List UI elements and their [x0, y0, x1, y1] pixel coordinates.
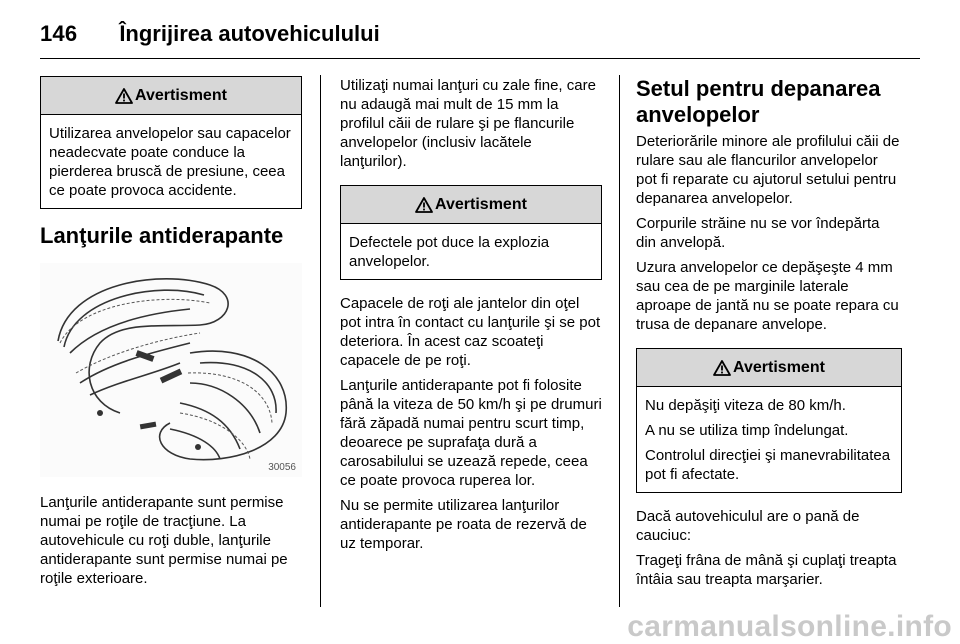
- column-divider-1: [320, 75, 321, 607]
- snow-chains-illustration: [40, 263, 302, 477]
- paragraph-chains-permitted: Lanţurile antiderapante sunt permise numai pe roţile de tracţiune. La autovehicule cu roţi duble, lanţurile antiderapante sunt permise numai pe roţile exterioare.: [40, 494, 288, 587]
- snow-chains-drawing: [40, 263, 302, 477]
- warning-line: A nu se utiliza timp îndelungat.: [645, 422, 849, 439]
- header-divider: [40, 58, 920, 59]
- section-title-snow-chains: Lanţurile antiderapante: [40, 223, 284, 248]
- column-2: [340, 60, 602, 559]
- warning-line: Controlul direcţiei şi manevrabilitatea pot fi afectate.: [645, 447, 891, 483]
- warning-triangle-icon: [713, 360, 731, 376]
- warning-text: Defectele pot duce la explozia anvelopelor.: [349, 234, 550, 270]
- chapter-title: Îngrijirea autovehiculului: [119, 21, 380, 46]
- paragraph-foreign-bodies: Corpurile străine nu se vor îndepărta din anvelopă.: [636, 215, 880, 251]
- warning-text: [637, 387, 901, 492]
- paragraph-fine-links: Utilizaţi numai lanţuri cu zale fine, care nu adaugă mai mult de 15 mm la profilul căii de rulare şi pe flancurile anvelopelor (inclusiv lacătele lanţurilor).: [340, 77, 596, 170]
- warning-header: [341, 186, 601, 224]
- warning-box-tires: [40, 76, 302, 209]
- paragraph-handbrake: Trageţi frâna de mână şi cuplaţi treapta întâia sau treapta marşarier.: [636, 552, 897, 588]
- figure-number: 30056: [268, 462, 296, 473]
- paragraph-flat-tire: Dacă autovehiculul are o pană de cauciuc:: [636, 508, 860, 544]
- warning-header: [41, 77, 301, 115]
- watermark: carmanualsonline.info: [627, 610, 952, 643]
- column-divider-2: [619, 75, 620, 607]
- column-3: [636, 60, 902, 595]
- warning-box-explosion: [340, 185, 602, 280]
- warning-header: [637, 349, 901, 387]
- warning-label: Avertisment: [733, 358, 825, 376]
- warning-label: Avertisment: [435, 195, 527, 213]
- paragraph-hubcaps: Capacele de roţi ale jantelor din oţel pot intra în contact cu lanţurile şi se pot deteriora. În acest caz scoateţi capacele de pe roţi.: [340, 295, 601, 369]
- paragraph-minor-damage: Deteriorările minore ale profilului căii de rulare sau ale flancurilor anvelopelor pot fi reparate cu ajutorul setului pentru depanarea anvelopelor.: [636, 133, 900, 207]
- paragraph-speed-limit: Lanţurile antiderapante pot fi folosite până la viteza de 50 km/h şi pe drumuri fără zăpadă numai pentru scurt timp, deoarece pe suprafaţa dură a carosabilului se uzează repede, ceea ce poate provoca ruperea lor.: [340, 377, 602, 489]
- warning-line: Nu depăşiţi viteza de 80 km/h.: [645, 397, 846, 414]
- page-header: [40, 16, 380, 52]
- warning-text: Utilizarea anvelopelor sau capacelor neadecvate poate conduce la pierderea bruscă de presiune, ceea ce poate provoca accidente.: [49, 125, 291, 199]
- warning-triangle-icon: [115, 88, 133, 104]
- paragraph-spare-wheel: Nu se permite utilizarea lanţurilor antiderapante pe roata de rezervă de uz temporar.: [340, 497, 587, 552]
- warning-box-repair-kit: [636, 348, 902, 493]
- warning-label: Avertisment: [135, 86, 227, 104]
- section-title-tire-repair-kit: Setul pentru depanarea anvelopelor: [636, 76, 881, 127]
- warning-triangle-icon: [415, 197, 433, 213]
- column-1: [40, 60, 302, 594]
- page-number: 146: [40, 21, 78, 46]
- paragraph-wear: Uzura anvelopelor ce depăşeşte 4 mm sau cea de pe marginile laterale aproape de jantă nu se poate repara cu trusa de depanare anvelope.: [636, 259, 899, 333]
